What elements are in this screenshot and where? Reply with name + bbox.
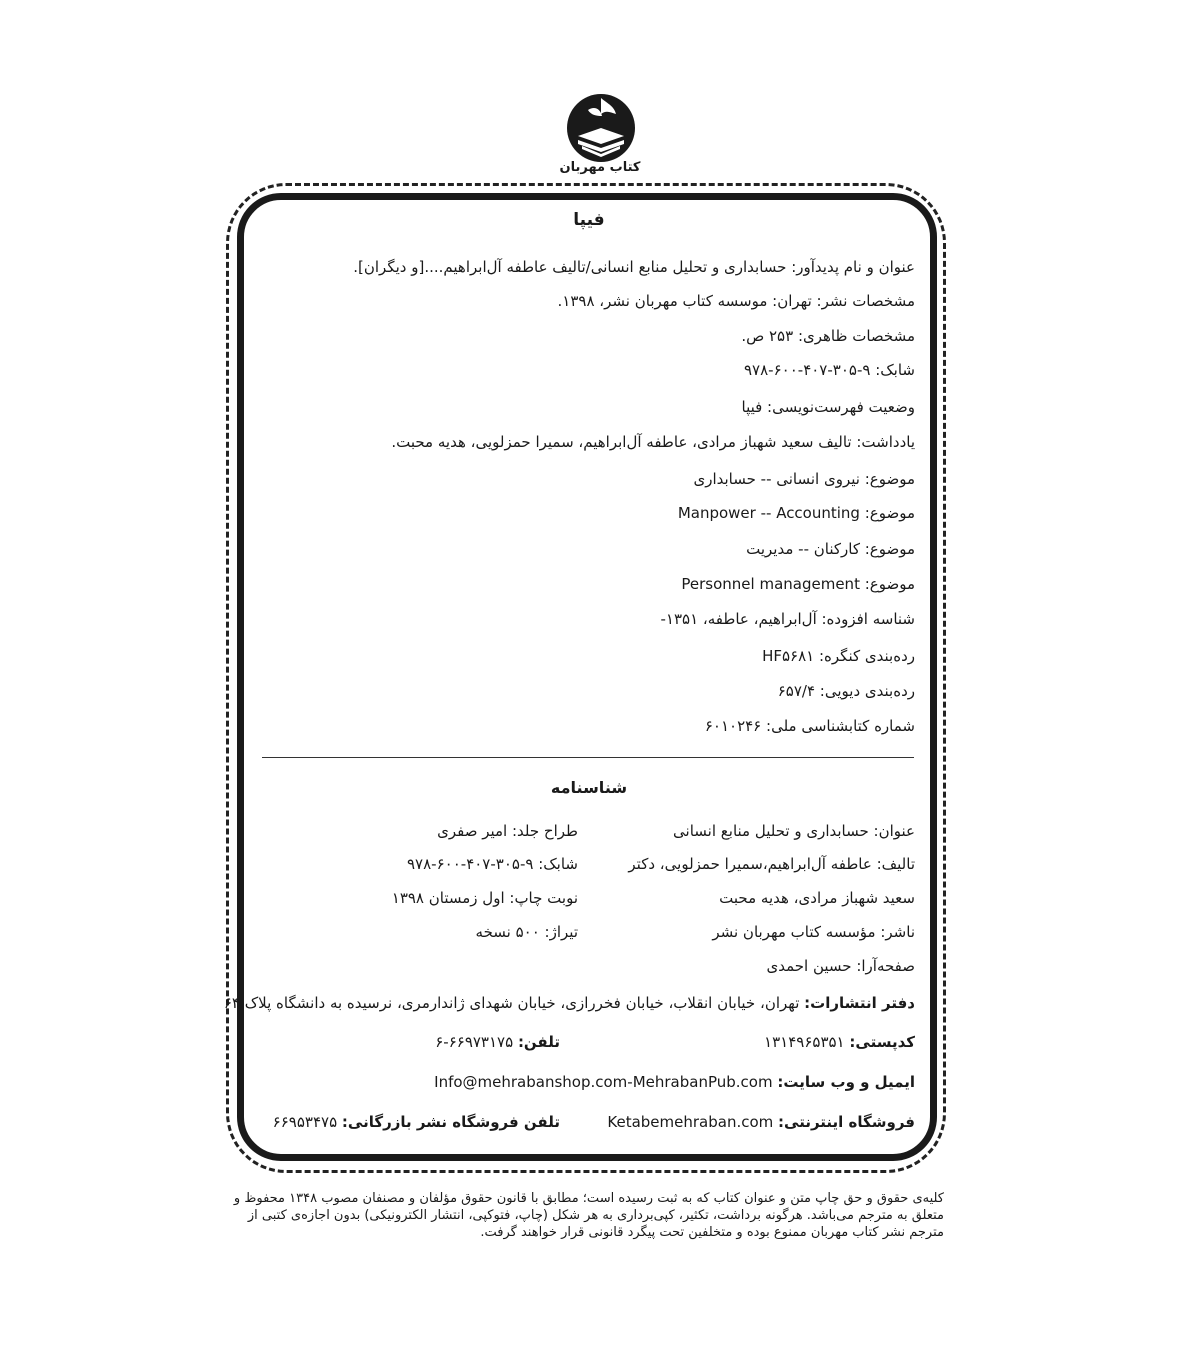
store-phone [260,1113,560,1131]
phone [260,1033,560,1051]
postal-value: ۱۳۱۴۹۶۵۳۵۱ [764,1033,845,1051]
office-label: دفتر انتشارات: [804,994,915,1012]
phone-value: ۶۶۹۷۳۱۷۵-۶ [435,1033,514,1051]
identity-title: شناسنامه [550,778,628,797]
office-address [223,994,915,1012]
shop-value: Ketabemehraban.com [607,1113,774,1131]
store-phone-label: تلفن فروشگاه نشر بازرگانی: [341,1113,560,1131]
identity-layout-line: صفحه‌آرا: حسین احمدی [766,957,915,975]
fipa-line-title: عنوان و نام پدیدآور: حسابداری و تحلیل منابع انسانی/تالیف عاطفه آل‌ابراهیم....[و دیگران]. [353,258,915,276]
identity-title-line: عنوان: حسابداری و تحلیل منابع انسانی [673,822,915,840]
online-shop [585,1113,915,1131]
fipa-line-subject-3: موضوع: کارکنان -- مدیریت [746,540,915,558]
identity-publisher-line: ناشر: مؤسسه کتاب مهربان نشر [712,923,915,941]
identity-print-run: تیراژ: ۵۰۰ نسخه [475,923,578,941]
fipa-line-publication: مشخصات نشر: تهران: موسسه کتاب مهربان نشر، ۱۳۹۸. [557,292,915,310]
fipa-line-note: یادداشت: تالیف سعید شهباز مرادی، عاطفه آل‌ابراهیم، سمیرا حمزلویی، هدیه محبت. [391,433,915,451]
fipa-line-dewey: رده‌بندی دیویی: ۶۵۷/۴ [777,682,915,700]
fipa-line-subject-4: موضوع: Personnel management [681,575,915,593]
fipa-line-added-entry: شناسه افزوده: آل‌ابراهیم، عاطفه، ۱۳۵۱- [660,610,915,628]
postal-code [585,1033,915,1051]
identity-edition: نوبت چاپ: اول زمستان ۱۳۹۸ [391,889,578,907]
phone-label: تلفن: [517,1033,560,1051]
fipa-line-subject-2: موضوع: Manpower -- Accounting [677,504,915,522]
logo-caption: کتاب مهربان [559,160,641,175]
section-divider [262,757,914,758]
identity-authors-line: تالیف: عاطفه آل‌ابراهیم،سمیرا حمزلویی، دکتر [628,855,915,873]
fipa-line-subject-1: موضوع: نیروی انسانی -- حسابداری [693,470,915,488]
store-phone-value: ۶۶۹۵۳۴۷۵ [272,1113,338,1131]
fipa-line-national-number: شماره کتابشناسی ملی: ۶۰۱۰۲۴۶ [704,717,915,735]
office-value: تهران، خیابان انقلاب، خیابان فخررازی، خیابان شهدای ژاندارمری، نرسیده به دانشگاه پلاک ۶۴ [223,994,800,1012]
copyright-notice: کلیه‌ی حقوق و حق چاپ متن و عنوان کتاب که به ثبت رسیده است؛ مطابق با قانون حقوق مؤلفان و مصنفان مصوب ۱۳۴۸ محفوظ و متعلق به مترجم می‌باشد. هرگونه برداشت، تکثیر، کپی‌برداری به هر شکل (چاپ، فتوکپی، انتشار الکترونیکی) بدون اجازه‌ی کتبی از مترجم نشر کتاب مهربان ممنوع بوده و متخلفین تحت پیگرد قانونی قرار خواهند گرفت. [233,1191,944,1240]
email-label: ایمیل و وب سایت: [777,1073,915,1091]
fipa-line-status: وضعیت فهرست‌نویسی: فیپا [741,398,915,416]
fipa-line-lc-class: رده‌بندی کنگره: HF۵۶۸۱ [762,647,915,665]
email-website [265,1073,915,1091]
shop-label: فروشگاه اینترنتی: [778,1113,915,1131]
identity-cover-designer: طراح جلد: امیر صفری [437,822,578,840]
postal-label: کدپستی: [849,1033,915,1051]
fipa-title: فیپا [573,210,605,230]
fipa-line-physical: مشخصات ظاهری: ۲۵۳ ص. [741,327,915,345]
identity-authors-line-2: سعید شهباز مرادی، هدیه محبت [719,889,915,907]
fipa-line-isbn: شابک: ۹-۳۰۵-۴۰۷-۶۰۰-۹۷۸ [744,361,915,379]
identity-isbn: شابک: ۹-۳۰۵-۴۰۷-۶۰۰-۹۷۸ [407,855,578,873]
email-value: Info@mehrabanshop.com-MehrabanPub.com [434,1073,773,1091]
